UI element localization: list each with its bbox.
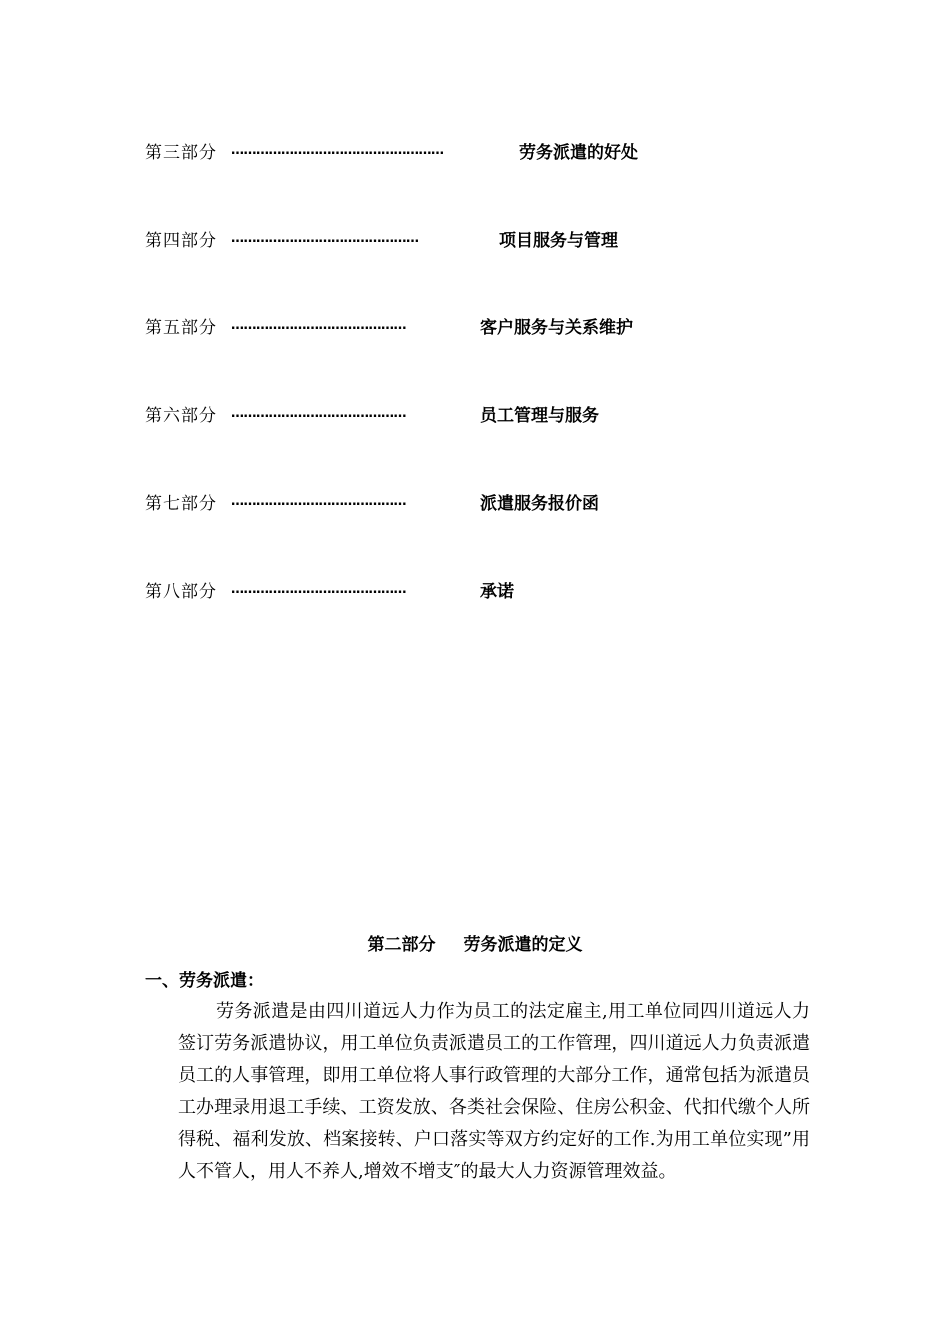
toc-part-label: 第七部分 xyxy=(145,493,217,514)
section-heading xyxy=(0,930,950,955)
toc-entry-part-7[interactable] xyxy=(145,488,599,514)
toc-leader-dots: …………………………………… xyxy=(231,405,406,421)
toc-title: 客户服务与关系维护 xyxy=(480,317,633,338)
toc-part-label: 第四部分 xyxy=(145,230,217,251)
toc-leader-dots: …………………………………… xyxy=(231,317,406,333)
toc-entry-part-3[interactable] xyxy=(145,137,638,163)
toc-leader-dots: …………………………………………… xyxy=(231,142,444,158)
toc-entry-part-8[interactable] xyxy=(145,576,514,602)
toc-part-label: 第五部分 xyxy=(145,317,217,338)
toc-title: 劳务派遣的好处 xyxy=(519,142,638,163)
section-title: 劳务派遣的定义 xyxy=(463,935,583,955)
toc-title: 员工管理与服务 xyxy=(480,405,599,426)
body-paragraph: 劳务派遣是由四川道远人力作为员工的法定雇主,用工单位同四川道远人力签订劳务派遣协议，用工单位负责派遣员工的工作管理，四川道远人力负责派遣员工的人事管理，即用工单位将人事行政管理的大部分工作，通常包括为派遣员工办理录用退工手续、工资发放、各类社会保险、住房公积金、代扣代缴个人所得税、福利发放、档案接转、户口落实等双方约定好的工作.为用工单位实现”用人不管人，用人不养人,增效不增支″的最大人力资源管理效益。 xyxy=(178,1001,810,1182)
toc-part-label: 第八部分 xyxy=(145,581,217,602)
toc-part-label: 第三部分 xyxy=(145,142,217,163)
toc-title: 派遣服务报价函 xyxy=(480,493,599,514)
toc-part-label: 第六部分 xyxy=(145,405,217,426)
toc-title: 承诺 xyxy=(480,581,514,602)
section-part-label: 第二部分 xyxy=(367,935,436,955)
toc-entry-part-5[interactable] xyxy=(145,312,633,338)
toc-leader-dots: …………………………………… xyxy=(231,581,406,597)
toc-leader-dots: ……………………………………… xyxy=(231,230,419,246)
toc-entry-part-6[interactable] xyxy=(145,400,599,426)
toc-entry-part-4[interactable] xyxy=(145,225,618,251)
toc-title: 项目服务与管理 xyxy=(499,230,618,251)
toc-leader-dots: …………………………………… xyxy=(231,493,406,509)
subsection-heading: 一、劳务派遣： xyxy=(145,971,264,991)
